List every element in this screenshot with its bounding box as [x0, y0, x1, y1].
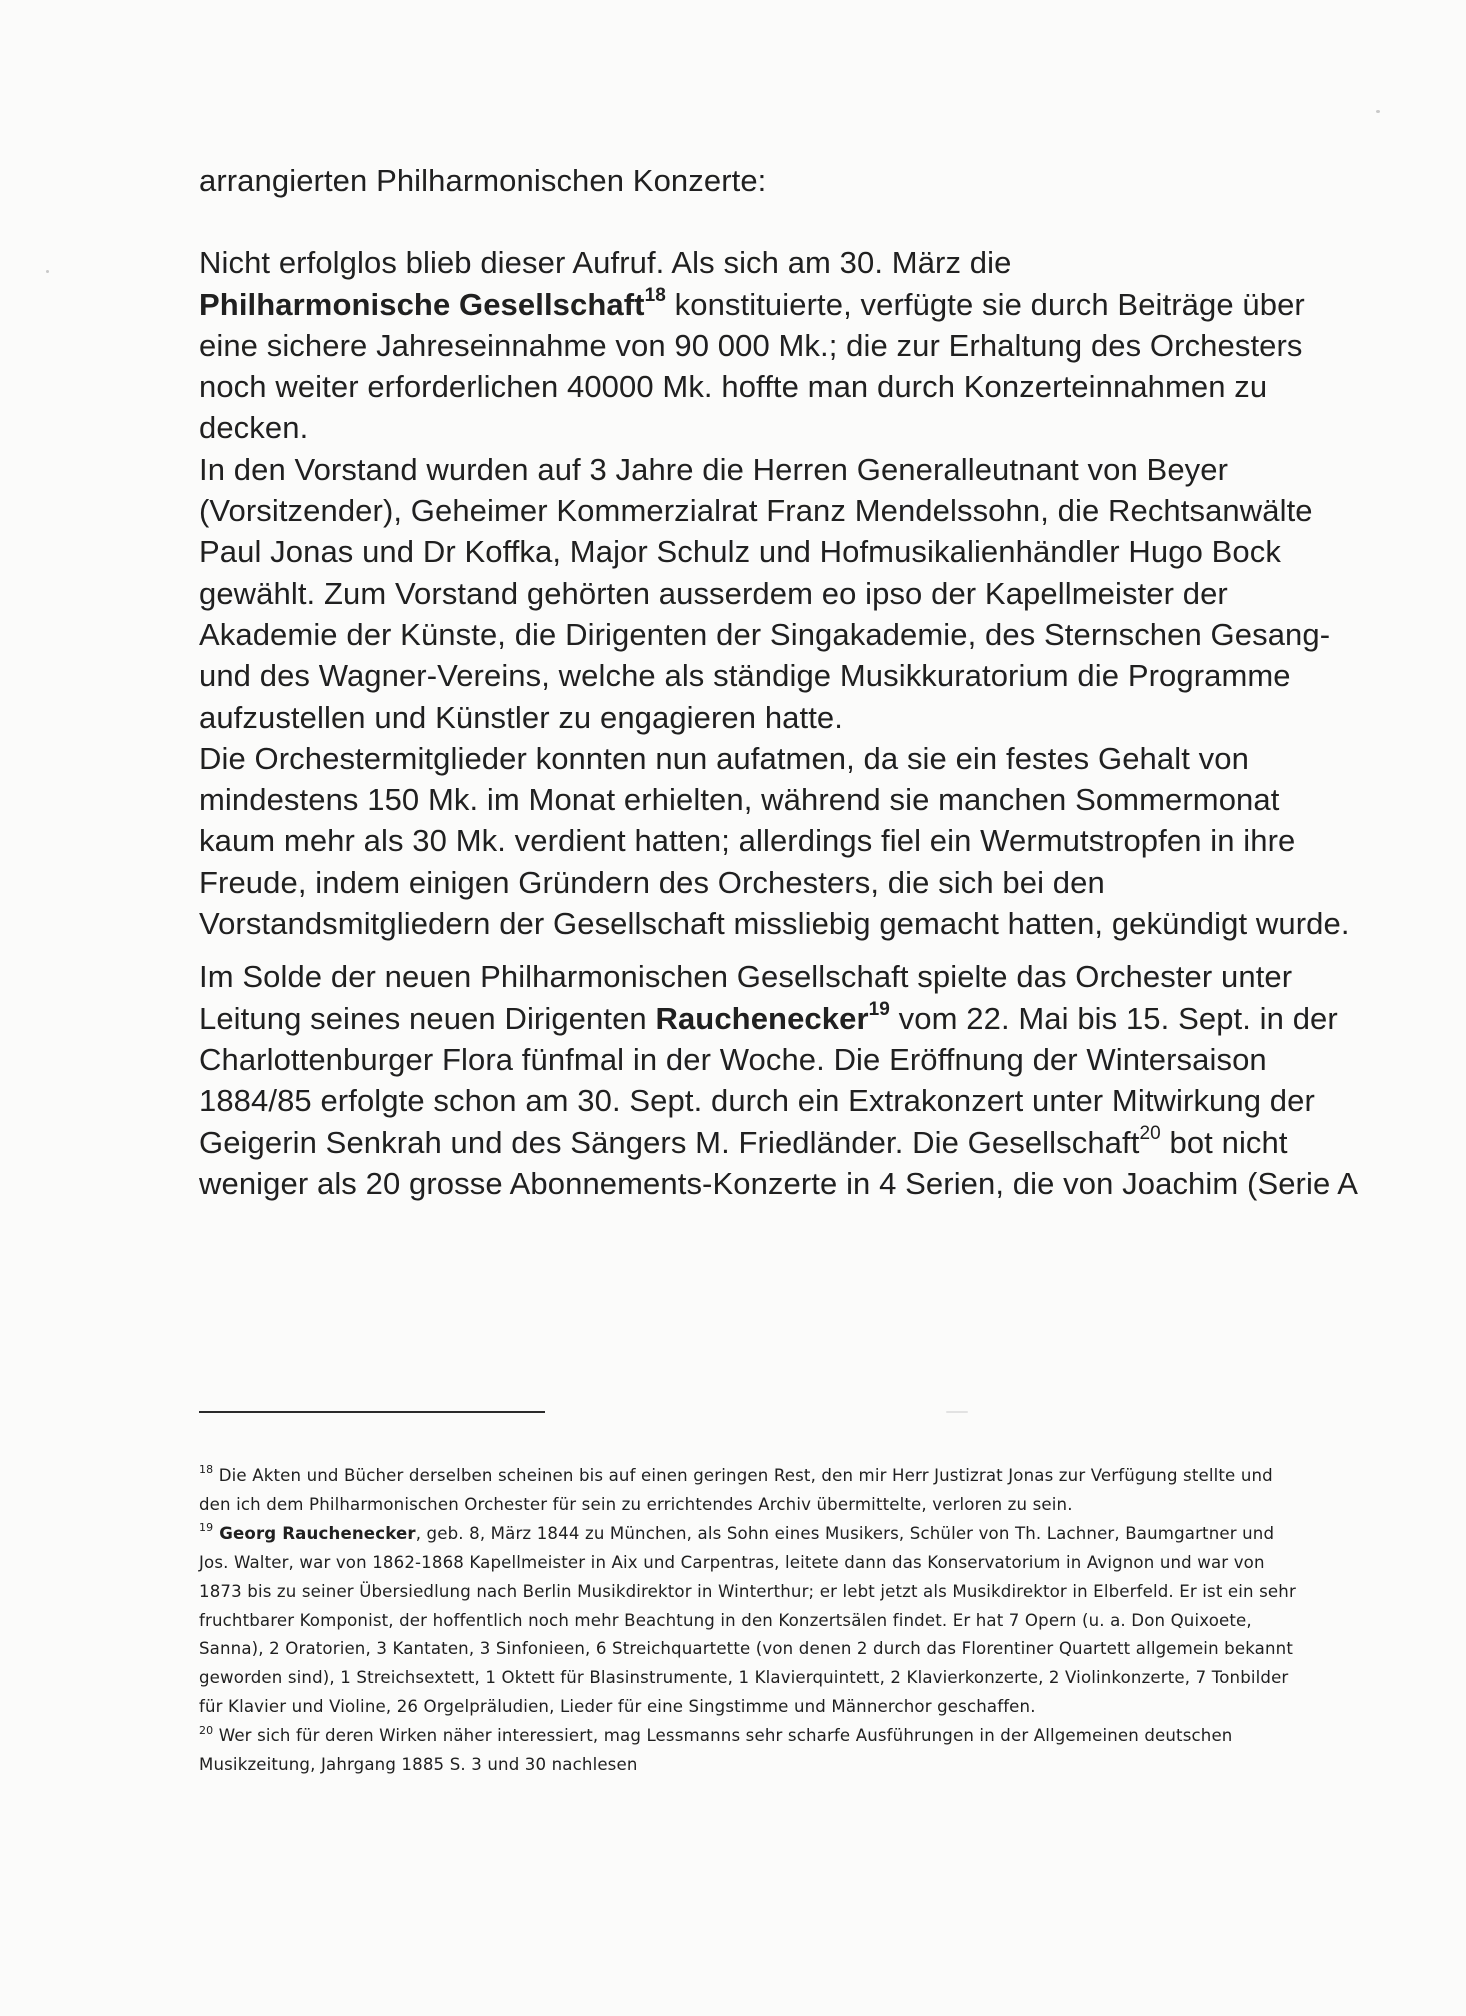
paragraph: Philharmonische Gesellschaft$^{18}$ konstituierte, verfügte sie durch Beiträge über eine sichere Jahreseinnahme von 90 000 Mk.; die zur Erhaltung des Orchesters noch weiter erforderlichen 40000 Mk. hoffte man durch Konzerteinnahmen zu decken. — [199, 285, 1305, 446]
paragraph: Die Orchestermitglieder konnten nun aufatmen, da sie ein festes Gehalt von mindestens 150 Mk. im Monat erhielten, während sie manchen Sommermonat kaum mehr als 30 Mk. verdient hatten; allerdings fiel ein Wermutstropfen in ihre Freude, indem einigen Gründern des Orchesters, die sich bei den Vorstandsmitgliedern der Gesellschaft missliebig gemacht hatten, gekündigt wurde. — [199, 740, 1350, 942]
scan-speck — [46, 270, 49, 273]
main-text — [199, 160, 1364, 1204]
footnote: $^{19}$ Georg Rauchenecker, geb. 8, März 1844 zu München, als Sohn eines Musikers, Schüler von Th. Lachner, Baumgartner und Jos. Walter, war von 1862-1868 Kapellmeister in Aix und Carpentras, leitete dann das Konservatorium in Avignon und war von 1873 bis zu seiner Übersiedlung nach Berlin Musikdirektor in Winterthur; er lebt jetzt als Musikdirektor in Elberfeld. Er ist ein sehr fruchtbarer Komponist, der hoffentlich noch mehr Beachtung in den Konzertsälen findet. Er hat 7 Opern (u. a. Don Quixoete, Sanna), 2 Oratorien, 3 Kantaten, 3 Sinfonieen, 6 Streichquartette (von denen 2 durch das Florentiner Quartett allgemein bekannt geworden sind), 1 Streichsextett, 1 Oktett für Blasinstrumente, 1 Klavierquintett, 2 Klavierkonzerte, 2 Violinkonzerte, 7 Tonbilder für Klavier und Violine, 26 Orgelpräludien, Lieder für eine Singstimme und Männerchor geschaffen. — [199, 1521, 1296, 1717]
paragraph: Im Solde der neuen Philharmonischen Gesellschaft spielte das Orchester unter Leitung seines neuen Dirigenten Rauchenecker$^{19}$ vom 22. Mai bis 15. Sept. in der Charlottenburger Flora fünfmal in der Woche. Die Eröffnung der Wintersaison 1884/85 erfolgte schon am 30. Sept. durch ein Extrakonzert unter Mitwirkung der Geigerin Senkrah und des Sängers M. Friedländer. Die Gesellschaft$^{20}$ bot nicht weniger als 20 grosse Abonnements-Konzerte in 4 Serien, die von Joachim (Serie A — [199, 959, 1359, 1201]
footnote-separator — [199, 1411, 545, 1413]
footnote: $^{18}$ Die Akten und Bücher derselben scheinen bis auf einen geringen Rest, den mir Herr Justizrat Jonas zur Verfügung stellte und den ich dem Philharmonischen Orchester für sein zu errichtendes Archiv übermittelte, verloren zu sein. — [199, 1463, 1273, 1514]
paragraph: In den Vorstand wurden auf 3 Jahre die Herren Generalleutnant von Beyer (Vorsitzender), Geheimer Kommerzialrat Franz Mendelssohn, die Rechtsanwälte Paul Jonas und Dr Koffka, Major Schulz und Hofmusikalienhändler Hugo Bock gewählt. Zum Vorstand gehörten ausserdem eo ipso der Kapellmeister der Akademie der Künste, die Dirigenten der Singakademie, des Sternschen Gesang- und des Wagner-Vereins, welche als ständige Musikkuratorium die Programme aufzustellen und Künstler zu engagieren hatte. — [199, 451, 1331, 735]
society-name: Philharmonische Gesellschaft — [199, 286, 645, 322]
footnotes — [199, 1462, 1299, 1780]
paragraph: arrangierten Philharmonischen Konzerte: — [199, 163, 767, 198]
conductor-name: Rauchenecker — [655, 1000, 869, 1036]
footnote-number: 20 — [199, 1723, 214, 1737]
scan-speck — [946, 1411, 968, 1413]
footnote-ref: 20 — [1139, 1123, 1161, 1145]
footnote-ref: 19 — [868, 999, 890, 1021]
footnote-number: 19 — [199, 1521, 214, 1535]
footnote-number: 18 — [199, 1463, 214, 1477]
footnote-bold-name: Georg Rauchenecker — [213, 1523, 416, 1543]
paragraph: Nicht erfolglos blieb dieser Aufruf. Als sich am 30. März die — [199, 245, 1012, 281]
footnote: $^{20}$ Wer sich für deren Wirken näher interessiert, mag Lessmanns sehr scharfe Ausführungen in der Allgemeinen deutschen Musikzeitung, Jahrgang 1885 S. 3 und 30 nachlesen — [199, 1723, 1233, 1775]
footnote-ref: 18 — [644, 285, 666, 307]
scan-speck — [1376, 110, 1380, 113]
